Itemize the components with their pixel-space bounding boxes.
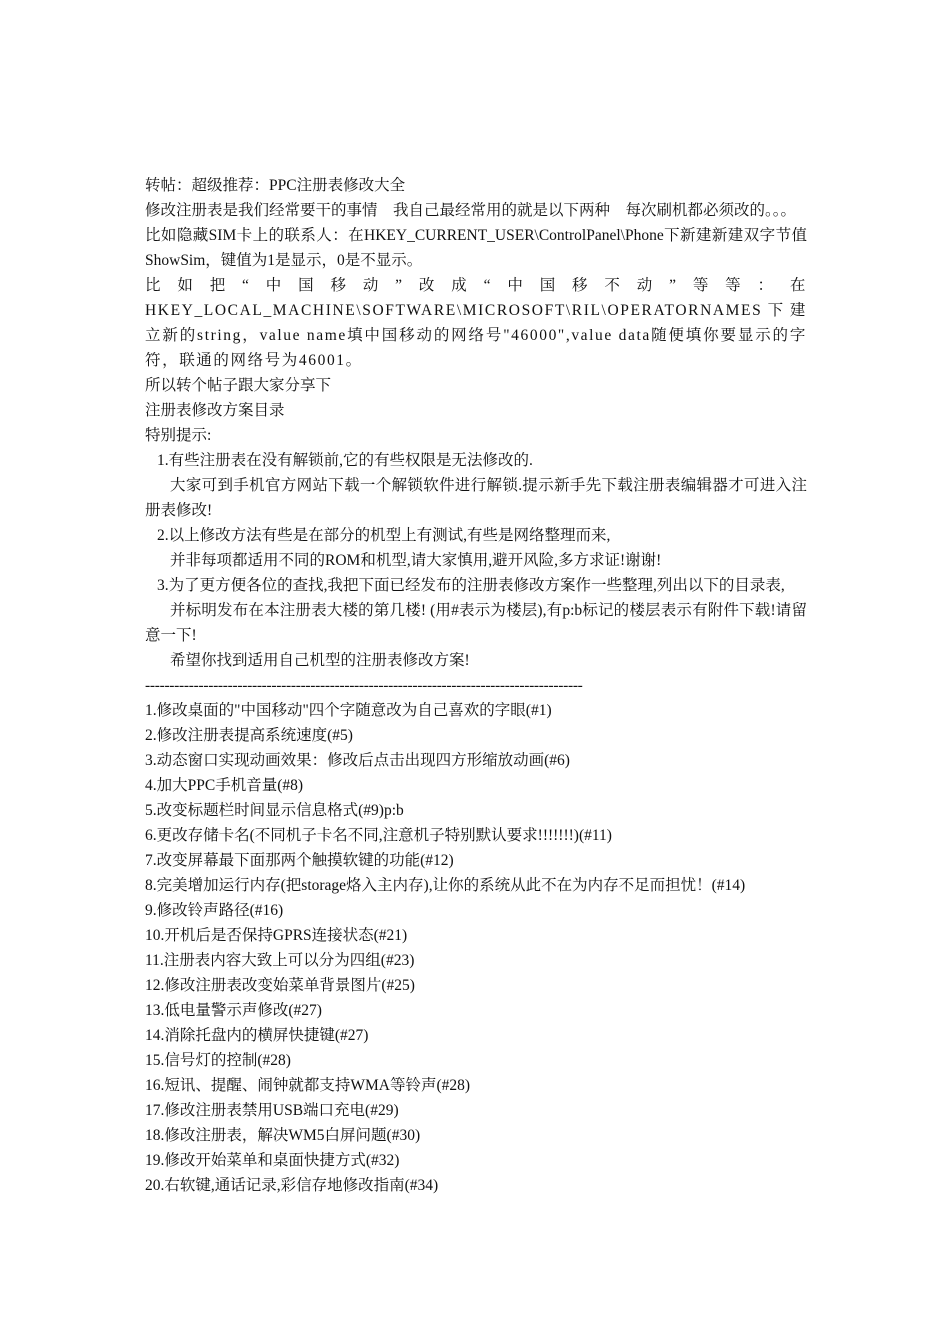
toc-item: 17.修改注册表禁用USB端口充电(#29) (145, 1102, 399, 1119)
toc-item: 15.信号灯的控制(#28) (145, 1052, 291, 1069)
notice-item-2-detail: 并非每项都适用不同的ROM和机型,请大家慎用,避开风险,多方求证!谢谢! (170, 552, 662, 569)
intro-paragraph-3: 比如把“中国移动”改成“中国移不动”等等：在HKEY_LOCAL_MACHINE\SOFTWARE\MICROSOFT\RIL\OPERATORNAMES下建立新的string，value name填中国移动的网络号"46000",value data随便填你要显示的字符，联通的网络号为46001。 (145, 277, 807, 369)
intro-paragraph-1: 修改注册表是我们经常要干的事情 我自己最经常用的就是以下两种 每次刷机都必须改的。。。 (145, 202, 797, 219)
document-page (145, 173, 807, 1198)
toc-item: 3.动态窗口实现动画效果：修改后点击出现四方形缩放动画(#6) (145, 752, 570, 769)
toc-item: 20.右软键,通话记录,彩信存地修改指南(#34) (145, 1177, 439, 1194)
toc-item: 12.修改注册表改变始菜单背景图片(#25) (145, 977, 415, 994)
toc-item: 6.更改存储卡名(不同机子卡名不同,注意机子特别默认要求!!!!!!!)(#11) (145, 827, 612, 844)
toc-item: 5.改变标题栏时间显示信息格式(#9)p:b (145, 802, 404, 819)
toc-heading: 注册表修改方案目录 (145, 402, 285, 419)
notice-item-3-detail: 并标明发布在本注册表大楼的第几楼! (用#表示为楼层),有p:b标记的楼层表示有附件下载!请留意一下! (145, 602, 807, 644)
divider-line: ------------------------------------------------------------------------------------------ (145, 677, 583, 694)
toc-item: 13.低电量警示声修改(#27) (145, 1002, 322, 1019)
toc-item: 11.注册表内容大致上可以分为四组(#23) (145, 952, 415, 969)
notice-item-1-detail: 大家可到手机官方网站下载一个解锁软件进行解锁.提示新手先下载注册表编辑器才可进入注册表修改! (145, 477, 807, 519)
notice-item-1: 1.有些注册表在没有解锁前,它的有些权限是无法修改的. (157, 452, 533, 469)
toc-item: 19.修改开始菜单和桌面快捷方式(#32) (145, 1152, 400, 1169)
post-title: 转帖：超级推荐：PPC注册表修改大全 (145, 177, 406, 194)
share-line: 所以转个帖子跟大家分享下 (145, 377, 332, 394)
notice-item-3: 3.为了更方便各位的查找,我把下面已经发布的注册表修改方案作一些整理,列出以下的目录表, (157, 577, 785, 594)
toc-item: 2.修改注册表提高系统速度(#5) (145, 727, 353, 744)
notice-heading: 特别提示: (145, 427, 212, 444)
closing-wish: 希望你找到适用自己机型的注册表修改方案! (170, 652, 470, 669)
intro-paragraph-2: 比如隐藏SIM卡上的联系人：在HKEY_CURRENT_USER\ControlPanel\Phone下新建新建双字节值ShowSim，键值为1是显示，0是不显示。 (145, 227, 807, 269)
notice-item-2: 2.以上修改方法有些是在部分的机型上有测试,有些是网络整理而来, (157, 527, 611, 544)
toc-list (145, 698, 807, 1198)
toc-item: 14.消除托盘内的横屏快捷键(#27) (145, 1027, 369, 1044)
toc-item: 9.修改铃声路径(#16) (145, 902, 284, 919)
toc-item: 18.修改注册表，解决WM5白屏问题(#30) (145, 1127, 421, 1144)
toc-item: 1.修改桌面的"中国移动"四个字随意改为自己喜欢的字眼(#1) (145, 702, 552, 719)
toc-item: 7.改变屏幕最下面那两个触摸软键的功能(#12) (145, 852, 454, 869)
toc-item: 10.开机后是否保持GPRS连接状态(#21) (145, 927, 408, 944)
toc-item: 4.加大PPC手机音量(#8) (145, 777, 304, 794)
toc-item: 16.短讯、提醒、闹钟就都支持WMA等铃声(#28) (145, 1077, 471, 1094)
toc-item: 8.完美增加运行内存(把storage烙入主内存),让你的系统从此不在为内存不足而担忧！(#14) (145, 877, 746, 894)
